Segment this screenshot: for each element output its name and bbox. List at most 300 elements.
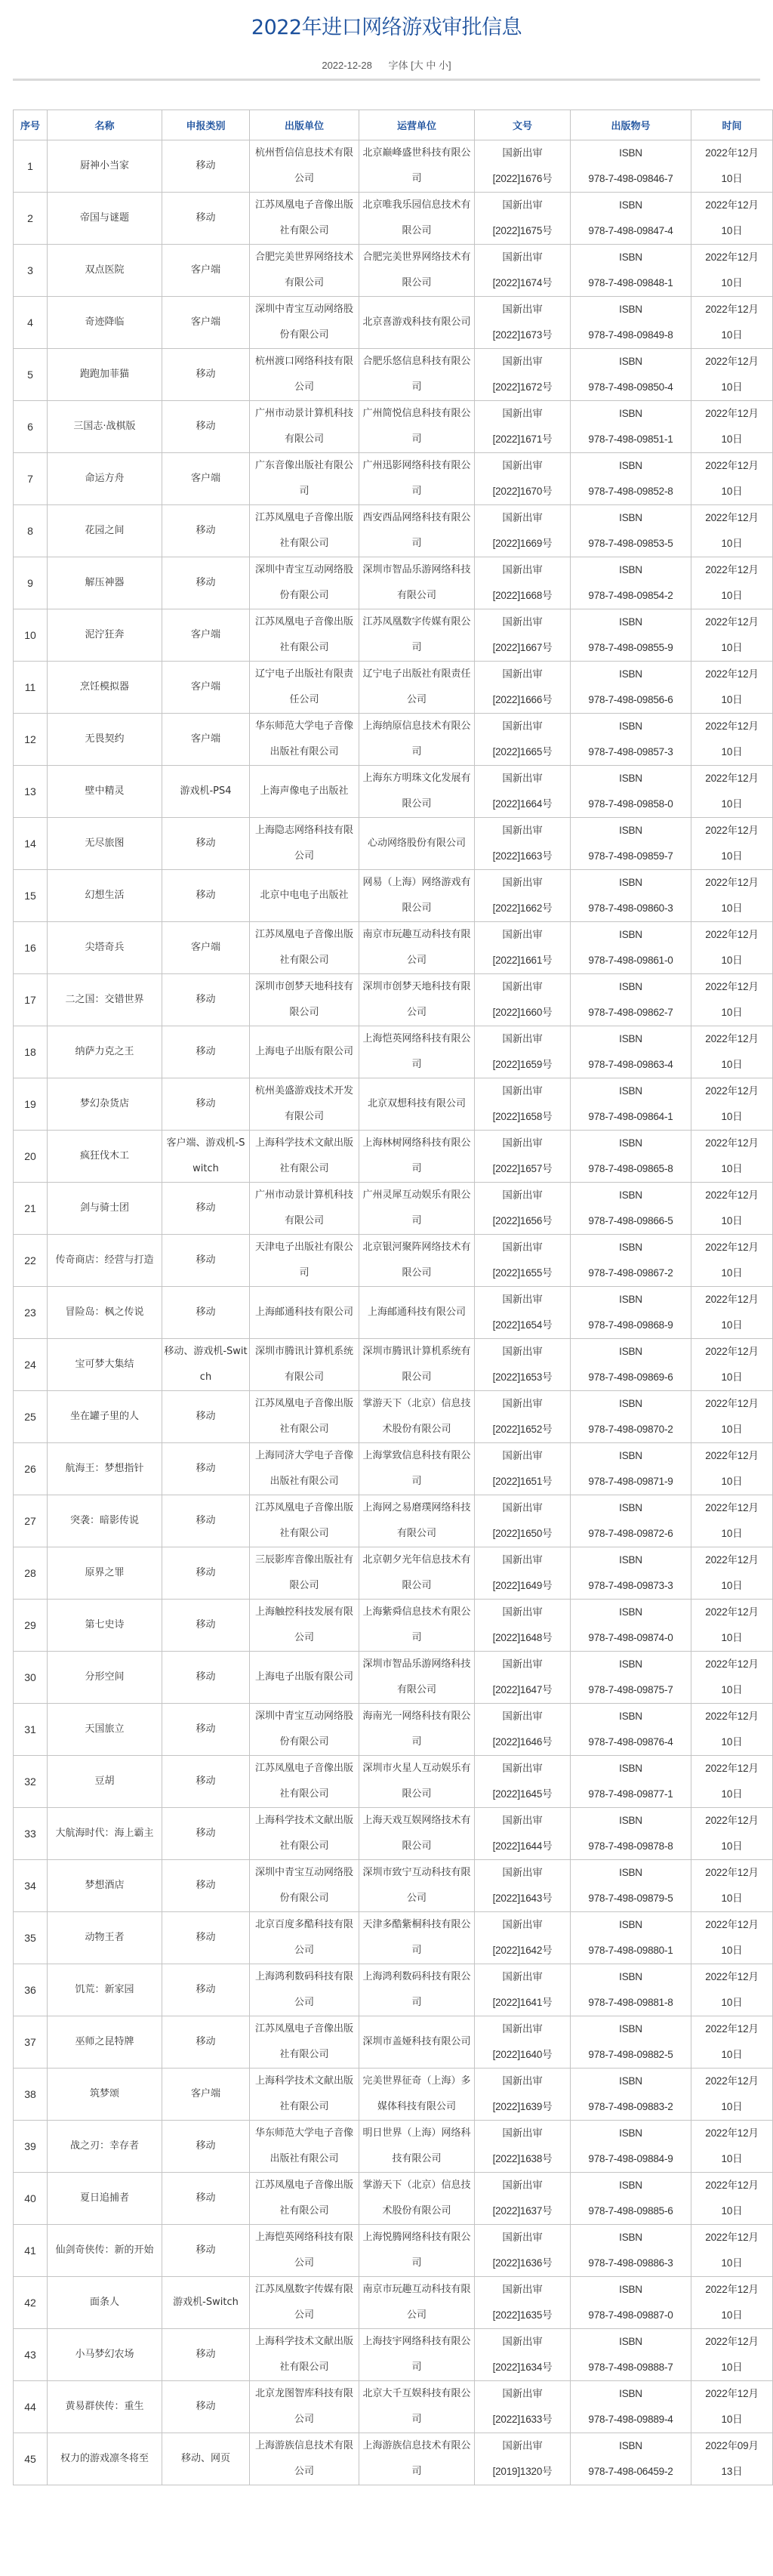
cell-operator: 深圳市盖娅科技有限公司 [359,2016,475,2069]
cell-publisher: 北京龙图智库科技有限公司 [250,2381,359,2433]
font-size-bracket-open: [ [411,60,414,71]
cell-date: 2022年12月 10日 [691,453,773,505]
cell-operator: 上海邮通科技有限公司 [359,1287,475,1339]
cell-date: 2022年12月 10日 [691,1652,773,1704]
cell-index: 12 [14,714,48,766]
cell-publisher: 上海鸿利数码科技有限公司 [250,1964,359,2016]
table-row [14,1964,773,2016]
font-size-large-button[interactable]: 大 [413,60,423,71]
cell-publisher: 江苏凤凰电子音像出版社有限公司 [250,2173,359,2225]
cell-publisher: 上海科学技术文献出版社有限公司 [250,2069,359,2121]
cell-isbn: ISBN 978-7-498-09852-8 [571,453,691,505]
cell-index: 23 [14,1287,48,1339]
cell-approval-number: 国新出审 [2022]1654号 [475,1287,571,1339]
cell-name: 三国志·战棋版 [48,401,162,453]
cell-index: 40 [14,2173,48,2225]
table-row [14,557,773,609]
cell-publisher: 上海电子出版有限公司 [250,1026,359,1078]
cell-date: 2022年12月 10日 [691,922,773,974]
cell-name: 突袭：暗影传说 [48,1495,162,1547]
cell-publisher: 深圳中青宝互动网络股份有限公司 [250,557,359,609]
cell-date: 2022年12月 10日 [691,1183,773,1235]
cell-approval-number: 国新出审 [2022]1659号 [475,1026,571,1078]
cell-operator: 上海恺英网络科技有限公司 [359,1026,475,1078]
cell-category: 移动 [162,1078,250,1131]
cell-category: 移动 [162,1547,250,1600]
cell-name: 梦幻杂货店 [48,1078,162,1131]
cell-index: 33 [14,1808,48,1860]
cell-category: 移动 [162,1443,250,1495]
cell-category: 客户端 [162,662,250,714]
cell-publisher: 深圳市腾讯计算机系统有限公司 [250,1339,359,1391]
cell-isbn: ISBN 978-7-498-09883-2 [571,2069,691,2121]
cell-category: 客户端、游戏机-Switch [162,1131,250,1183]
cell-name: 饥荒：新家园 [48,1964,162,2016]
cell-date: 2022年12月 10日 [691,2016,773,2069]
cell-publisher: 杭州美盛游戏技术开发有限公司 [250,1078,359,1131]
cell-approval-number: 国新出审 [2022]1670号 [475,453,571,505]
cell-isbn: ISBN 978-7-498-09855-9 [571,609,691,662]
cell-category: 客户端 [162,922,250,974]
cell-publisher: 上海游族信息技术有限公司 [250,2433,359,2485]
cell-category: 移动 [162,1808,250,1860]
cell-publisher: 广东音像出版社有限公司 [250,453,359,505]
cell-name: 战之刃：幸存者 [48,2121,162,2173]
table-row [14,245,773,297]
table-row [14,1235,773,1287]
cell-name: 坐在罐子里的人 [48,1391,162,1443]
cell-operator: 合肥完美世界网络技术有限公司 [359,245,475,297]
cell-isbn: ISBN 978-7-498-09868-9 [571,1287,691,1339]
cell-publisher: 三辰影库音像出版社有限公司 [250,1547,359,1600]
cell-index: 3 [14,245,48,297]
cell-isbn: ISBN 978-7-498-06459-2 [571,2433,691,2485]
cell-isbn: ISBN 978-7-498-09886-3 [571,2225,691,2277]
table-row [14,766,773,818]
cell-publisher: 上海科学技术文献出版社有限公司 [250,2329,359,2381]
table-row [14,1495,773,1547]
cell-publisher: 广州市动景计算机科技有限公司 [250,1183,359,1235]
cell-index: 43 [14,2329,48,2381]
cell-publisher: 上海触控科技发展有限公司 [250,1600,359,1652]
cell-approval-number: 国新出审 [2022]1640号 [475,2016,571,2069]
cell-name: 第七史诗 [48,1600,162,1652]
cell-approval-number: 国新出审 [2022]1634号 [475,2329,571,2381]
cell-index: 15 [14,870,48,922]
cell-index: 44 [14,2381,48,2433]
cell-index: 18 [14,1026,48,1078]
cell-category: 移动、网页 [162,2433,250,2485]
cell-publisher: 江苏凤凰数字传媒有限公司 [250,2277,359,2329]
table-row [14,1756,773,1808]
cell-date: 2022年12月 10日 [691,609,773,662]
cell-operator: 上海网之易磨璞网络科技有限公司 [359,1495,475,1547]
cell-isbn: ISBN 978-7-498-09879-5 [571,1860,691,1912]
cell-index: 4 [14,297,48,349]
cell-index: 1 [14,140,48,193]
cell-name: 动物王者 [48,1912,162,1964]
cell-index: 31 [14,1704,48,1756]
cell-operator: 上海游族信息技术有限公司 [359,2433,475,2485]
cell-operator: 心动网络股份有限公司 [359,818,475,870]
cell-approval-number: 国新出审 [2022]1653号 [475,1339,571,1391]
cell-operator: 上海天戏互娱网络技术有限公司 [359,1808,475,1860]
cell-approval-number: 国新出审 [2022]1662号 [475,870,571,922]
table-row [14,2016,773,2069]
cell-publisher: 深圳中青宝互动网络股份有限公司 [250,1704,359,1756]
cell-category: 移动 [162,1391,250,1443]
table-row [14,1391,773,1443]
cell-index: 35 [14,1912,48,1964]
table-row [14,2121,773,2173]
cell-index: 36 [14,1964,48,2016]
cell-publisher: 深圳中青宝互动网络股份有限公司 [250,1860,359,1912]
cell-publisher: 华东师范大学电子音像出版社有限公司 [250,2121,359,2173]
cell-date: 2022年12月 10日 [691,2069,773,2121]
cell-operator: 辽宁电子出版社有限责任公司 [359,662,475,714]
article-meta [0,57,773,77]
page-title: 2022年进口网络游戏审批信息 [251,16,522,39]
cell-index: 10 [14,609,48,662]
cell-category: 移动 [162,193,250,245]
cell-name: 权力的游戏凛冬将至 [48,2433,162,2485]
cell-category: 移动 [162,2121,250,2173]
table-row [14,2433,773,2485]
header-name: 名称 [48,110,162,140]
cell-publisher: 天津电子出版社有限公司 [250,1235,359,1287]
cell-date: 2022年12月 10日 [691,557,773,609]
cell-approval-number: 国新出审 [2022]1637号 [475,2173,571,2225]
cell-name: 解压神器 [48,557,162,609]
cell-category: 移动 [162,818,250,870]
table-row [14,193,773,245]
cell-approval-number: 国新出审 [2022]1635号 [475,2277,571,2329]
cell-approval-number: 国新出审 [2022]1667号 [475,609,571,662]
cell-operator: 网易（上海）网络游戏有限公司 [359,870,475,922]
table-row [14,922,773,974]
cell-category: 移动 [162,1026,250,1078]
cell-index: 19 [14,1078,48,1131]
cell-category: 移动 [162,1183,250,1235]
cell-approval-number: 国新出审 [2022]1676号 [475,140,571,193]
cell-name: 双点医院 [48,245,162,297]
cell-isbn: ISBN 978-7-498-09850-4 [571,349,691,401]
cell-index: 2 [14,193,48,245]
cell-index: 24 [14,1339,48,1391]
cell-approval-number: 国新出审 [2022]1655号 [475,1235,571,1287]
cell-name: 厨神小当家 [48,140,162,193]
cell-index: 41 [14,2225,48,2277]
header-date: 时间 [691,110,773,140]
cell-index: 17 [14,974,48,1026]
cell-isbn: ISBN 978-7-498-09884-9 [571,2121,691,2173]
font-size-label: 字体 [388,60,408,71]
cell-operator: 深圳市智品乐游网络科技有限公司 [359,557,475,609]
cell-date: 2022年12月 10日 [691,505,773,557]
cell-approval-number: 国新出审 [2022]1664号 [475,766,571,818]
cell-approval-number: 国新出审 [2022]1642号 [475,1912,571,1964]
cell-index: 28 [14,1547,48,1600]
cell-name: 航海王：梦想指针 [48,1443,162,1495]
cell-isbn: ISBN 978-7-498-09877-1 [571,1756,691,1808]
cell-date: 2022年12月 10日 [691,1704,773,1756]
cell-index: 9 [14,557,48,609]
cell-isbn: ISBN 978-7-498-09872-6 [571,1495,691,1547]
cell-isbn: ISBN 978-7-498-09848-1 [571,245,691,297]
cell-approval-number: 国新出审 [2022]1675号 [475,193,571,245]
cell-approval-number: 国新出审 [2022]1666号 [475,662,571,714]
cell-operator: 广州迅影网络科技有限公司 [359,453,475,505]
cell-name: 大航海时代：海上霸主 [48,1808,162,1860]
cell-index: 42 [14,2277,48,2329]
cell-isbn: ISBN 978-7-498-09880-1 [571,1912,691,1964]
header-index: 序号 [14,110,48,140]
cell-category: 移动 [162,2225,250,2277]
cell-publisher: 华东师范大学电子音像出版社有限公司 [250,714,359,766]
table-row [14,297,773,349]
cell-operator: 深圳市智品乐游网络科技有限公司 [359,1652,475,1704]
cell-operator: 北京大千互娱科技有限公司 [359,2381,475,2433]
cell-name: 面条人 [48,2277,162,2329]
cell-date: 2022年12月 10日 [691,1339,773,1391]
cell-approval-number: 国新出审 [2022]1656号 [475,1183,571,1235]
bottom-spacer [0,2485,773,2523]
cell-category: 游戏机-Switch [162,2277,250,2329]
cell-isbn: ISBN 978-7-498-09881-8 [571,1964,691,2016]
cell-category: 移动 [162,1860,250,1912]
cell-date: 2022年12月 10日 [691,870,773,922]
cell-category: 客户端 [162,714,250,766]
cell-approval-number: 国新出审 [2022]1645号 [475,1756,571,1808]
cell-name: 黄易群侠传：重生 [48,2381,162,2433]
cell-isbn: ISBN 978-7-498-09857-3 [571,714,691,766]
cell-publisher: 江苏凤凰电子音像出版社有限公司 [250,505,359,557]
cell-date: 2022年12月 10日 [691,2381,773,2433]
cell-name: 剑与骑士团 [48,1183,162,1235]
cell-date: 2022年12月 10日 [691,1443,773,1495]
table-row [14,453,773,505]
cell-isbn: ISBN 978-7-498-09873-3 [571,1547,691,1600]
cell-date: 2022年12月 10日 [691,818,773,870]
table-header-row [14,110,773,140]
cell-index: 45 [14,2433,48,2485]
cell-name: 纳萨力克之王 [48,1026,162,1078]
cell-publisher: 上海科学技术文献出版社有限公司 [250,1808,359,1860]
cell-date: 2022年12月 10日 [691,1131,773,1183]
cell-approval-number: 国新出审 [2022]1674号 [475,245,571,297]
cell-publisher: 上海邮通科技有限公司 [250,1287,359,1339]
cell-category: 移动 [162,349,250,401]
cell-isbn: ISBN 978-7-498-09869-6 [571,1339,691,1391]
cell-publisher: 深圳市创梦天地科技有限公司 [250,974,359,1026]
cell-operator: 深圳市腾讯计算机系统有限公司 [359,1339,475,1391]
cell-date: 2022年12月 10日 [691,1860,773,1912]
header-category: 申报类别 [162,110,250,140]
cell-approval-number: 国新出审 [2022]1658号 [475,1078,571,1131]
cell-name: 小马梦幻农场 [48,2329,162,2381]
cell-name: 幻想生活 [48,870,162,922]
cell-isbn: ISBN 978-7-498-09854-2 [571,557,691,609]
cell-approval-number: 国新出审 [2022]1668号 [475,557,571,609]
cell-publisher: 合肥完美世界网络技术有限公司 [250,245,359,297]
cell-category: 移动 [162,140,250,193]
cell-approval-number: 国新出审 [2022]1648号 [475,1600,571,1652]
cell-index: 25 [14,1391,48,1443]
cell-date: 2022年12月 10日 [691,297,773,349]
cell-date: 2022年12月 10日 [691,1495,773,1547]
cell-approval-number: 国新出审 [2022]1644号 [475,1808,571,1860]
cell-name: 梦想酒店 [48,1860,162,1912]
cell-category: 移动 [162,1652,250,1704]
cell-category: 移动 [162,1756,250,1808]
cell-category: 移动 [162,2329,250,2381]
cell-date: 2022年12月 10日 [691,2121,773,2173]
cell-category: 移动 [162,2016,250,2069]
cell-approval-number: 国新出审 [2022]1663号 [475,818,571,870]
table-row [14,349,773,401]
table-row [14,1026,773,1078]
table-row [14,1078,773,1131]
cell-name: 烹饪模拟器 [48,662,162,714]
cell-date: 2022年12月 10日 [691,1235,773,1287]
table-row [14,974,773,1026]
cell-isbn: ISBN 978-7-498-09849-8 [571,297,691,349]
cell-approval-number: 国新出审 [2022]1650号 [475,1495,571,1547]
cell-operator: 完美世界征奇（上海）多媒体科技有限公司 [359,2069,475,2121]
cell-category: 移动 [162,2173,250,2225]
cell-date: 2022年12月 10日 [691,1912,773,1964]
table-row [14,2277,773,2329]
font-size-medium-button[interactable]: 中 [426,60,436,71]
table-row [14,1600,773,1652]
cell-index: 32 [14,1756,48,1808]
cell-approval-number: 国新出审 [2022]1660号 [475,974,571,1026]
table-row [14,1652,773,1704]
cell-index: 7 [14,453,48,505]
cell-isbn: ISBN 978-7-498-09876-4 [571,1704,691,1756]
cell-category: 移动 [162,974,250,1026]
cell-publisher: 江苏凤凰电子音像出版社有限公司 [250,609,359,662]
header-isbn: 出版物号 [571,110,691,140]
cell-isbn: ISBN 978-7-498-09870-2 [571,1391,691,1443]
cell-category: 客户端 [162,2069,250,2121]
cell-approval-number: 国新出审 [2022]1651号 [475,1443,571,1495]
cell-publisher: 江苏凤凰电子音像出版社有限公司 [250,193,359,245]
cell-index: 6 [14,401,48,453]
cell-name: 尖塔奇兵 [48,922,162,974]
approval-table [13,110,773,2485]
cell-approval-number: 国新出审 [2022]1633号 [475,2381,571,2433]
table-row [14,1704,773,1756]
cell-operator: 合肥乐悠信息科技有限公司 [359,349,475,401]
cell-approval-number: 国新出审 [2022]1672号 [475,349,571,401]
cell-operator: 南京市玩趣互动科技有限公司 [359,2277,475,2329]
cell-operator: 广州灵犀互动娱乐有限公司 [359,1183,475,1235]
cell-approval-number: 国新出审 [2022]1661号 [475,922,571,974]
cell-name: 命运方舟 [48,453,162,505]
table-body [14,140,773,2485]
cell-category: 移动 [162,1235,250,1287]
cell-isbn: ISBN 978-7-498-09865-8 [571,1131,691,1183]
cell-category: 移动 [162,2381,250,2433]
cell-publisher: 深圳中青宝互动网络股份有限公司 [250,297,359,349]
cell-operator: 上海林树网络科技有限公司 [359,1131,475,1183]
cell-name: 宝可梦大集结 [48,1339,162,1391]
table-row [14,2173,773,2225]
cell-isbn: ISBN 978-7-498-09888-7 [571,2329,691,2381]
cell-index: 22 [14,1235,48,1287]
cell-category: 移动 [162,401,250,453]
header-publisher: 出版单位 [250,110,359,140]
cell-operator: 北京巅峰盛世科技有限公司 [359,140,475,193]
cell-publisher: 广州市动景计算机科技有限公司 [250,401,359,453]
cell-category: 移动 [162,1600,250,1652]
cell-isbn: ISBN 978-7-498-09847-4 [571,193,691,245]
cell-operator: 广州简悦信息科技有限公司 [359,401,475,453]
cell-approval-number: 国新出审 [2022]1647号 [475,1652,571,1704]
table-row [14,1183,773,1235]
cell-approval-number: 国新出审 [2022]1641号 [475,1964,571,2016]
cell-publisher: 上海电子出版有限公司 [250,1652,359,1704]
cell-category: 客户端 [162,245,250,297]
table-row [14,1547,773,1600]
header-approval-number: 文号 [475,110,571,140]
cell-name: 泥泞狂奔 [48,609,162,662]
cell-operator: 北京银河聚阵网络技术有限公司 [359,1235,475,1287]
cell-operator: 上海技宇网络科技有限公司 [359,2329,475,2381]
cell-category: 移动 [162,1704,250,1756]
cell-operator: 掌游天下（北京）信息技术股份有限公司 [359,2173,475,2225]
cell-approval-number: 国新出审 [2022]1636号 [475,2225,571,2277]
cell-isbn: ISBN 978-7-498-09851-1 [571,401,691,453]
cell-operator: 北京唯我乐园信息技术有限公司 [359,193,475,245]
cell-index: 11 [14,662,48,714]
cell-index: 13 [14,766,48,818]
cell-isbn: ISBN 978-7-498-09853-5 [571,505,691,557]
table-row [14,1912,773,1964]
cell-date: 2022年12月 10日 [691,1964,773,2016]
table-row [14,140,773,193]
cell-category: 移动 [162,1495,250,1547]
table-row [14,1131,773,1183]
cell-isbn: ISBN 978-7-498-09859-7 [571,818,691,870]
cell-category: 客户端 [162,453,250,505]
cell-approval-number: 国新出审 [2022]1665号 [475,714,571,766]
cell-name: 壁中精灵 [48,766,162,818]
cell-isbn: ISBN 978-7-498-09860-3 [571,870,691,922]
table-row [14,1808,773,1860]
cell-index: 8 [14,505,48,557]
cell-name: 巫师之昆特牌 [48,2016,162,2069]
cell-index: 27 [14,1495,48,1547]
cell-operator: 海南光一网络科技有限公司 [359,1704,475,1756]
cell-name: 花园之间 [48,505,162,557]
cell-approval-number: 国新出审 [2022]1643号 [475,1860,571,1912]
table-row [14,1287,773,1339]
cell-isbn: ISBN 978-7-498-09867-2 [571,1235,691,1287]
table-row [14,2225,773,2277]
table-row [14,2329,773,2381]
table-row [14,818,773,870]
font-size-small-button[interactable]: 小 [439,60,449,71]
cell-isbn: ISBN 978-7-498-09864-1 [571,1078,691,1131]
cell-operator: 上海东方明珠文化发展有限公司 [359,766,475,818]
cell-operator: 掌游天下（北京）信息技术股份有限公司 [359,1391,475,1443]
cell-approval-number: 国新出审 [2022]1649号 [475,1547,571,1600]
cell-index: 29 [14,1600,48,1652]
cell-isbn: ISBN 978-7-498-09861-0 [571,922,691,974]
cell-operator: 上海紫舜信息技术有限公司 [359,1600,475,1652]
